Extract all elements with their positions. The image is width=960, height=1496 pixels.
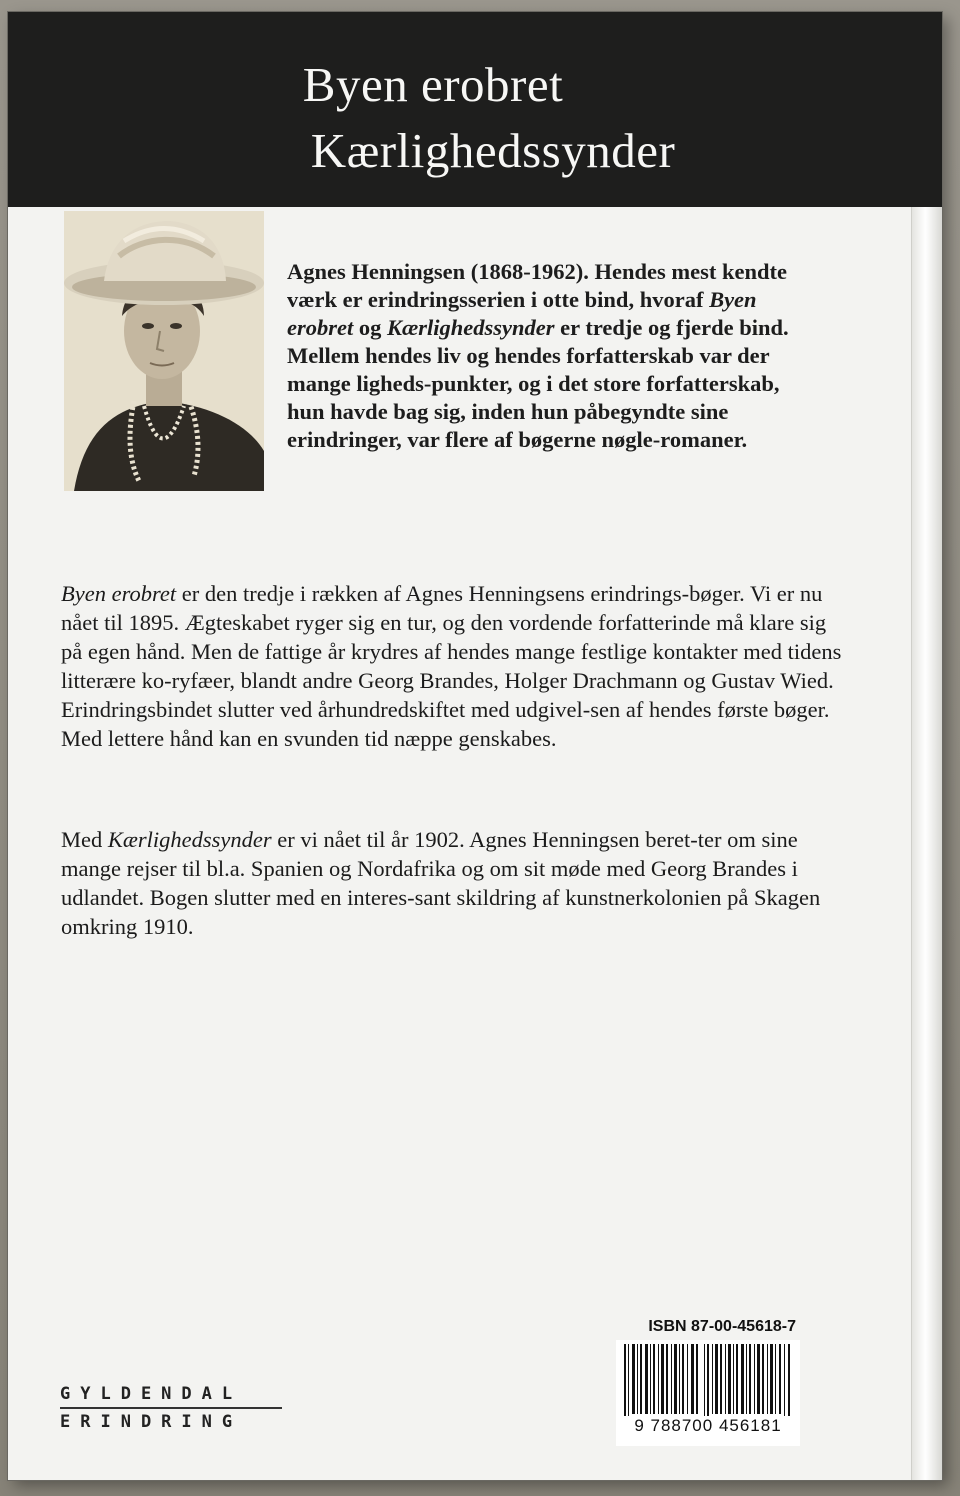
- page-edges: [911, 12, 942, 1480]
- title-band: [8, 12, 942, 207]
- book-back-cover: [8, 12, 942, 1480]
- publisher-name: GYLDENDAL: [60, 1384, 243, 1404]
- cover-subtitle: Kærlighedssynder: [310, 123, 676, 178]
- description-paragraph-1: [61, 579, 851, 753]
- description-paragraph-2: [61, 825, 851, 941]
- bio-lead: Agnes Henningsen (1868-1962). Hendes mest kendte værk er erindringsserien i otte bind, hvoraf: [287, 259, 788, 312]
- author-portrait: [64, 211, 264, 491]
- bio-rest: er tredje og fjerde bind. Mellem hendes liv og hendes forfatterskab var der mange ligheds-punkter, og i det store forfatterskab, hun havde bag sig, inden hun påbegyndte sine erindringer, var flere af bøgerne nøgle-romaner.: [287, 315, 789, 452]
- author-bio: [287, 258, 807, 454]
- publisher-logo: [60, 1384, 290, 1432]
- bio-connector: og: [353, 315, 387, 340]
- p1-text: er den tredje i rækken af Agnes Henningsens erindrings-bøger. Vi er nu nået til 1895. Ægteskabet ryger sig en tur, og den vordende forfatterinde må klare sig på egen hånd. Men de fattige år krydres af hendes mange festlige kontakter med tidens litterære ko-ryfæer, blandt andre Georg Brandes, Holger Drachmann og Gustav Wied. Erindringsbindet slutter ved århundredskiftet med udgivel-sen af hendes første bøger. Med lettere hånd kan en svunden tid næppe genskabes.: [61, 581, 842, 751]
- bio-title-a: Byen erobret: [287, 287, 757, 340]
- p2-title: Kærlighedssynder: [107, 827, 272, 852]
- publisher-rule: [60, 1407, 282, 1409]
- barcode: [616, 1340, 800, 1446]
- p2-text: er vi nået til år 1902. Agnes Henningsen beret-ter om sine mange rejser til bl.a. Spanien og Nordafrika og om sit møde med Georg Brandes i udlandet. Bogen slutter med en interes-sant skildring af kunstnerkolonien på Skagen omkring 1910.: [61, 827, 821, 939]
- bio-title-b: Kærlighedssynder: [387, 315, 555, 340]
- p2-lead: Med: [61, 827, 108, 852]
- barcode-number: 9 788700 456181: [616, 1416, 800, 1436]
- cover-title: Byen erobret: [302, 57, 564, 112]
- isbn-label: ISBN 87-00-45618-7: [648, 1318, 796, 1335]
- p1-title: Byen erobret: [61, 581, 177, 606]
- barcode-bars: [624, 1344, 792, 1420]
- publisher-series: ERINDRING: [60, 1412, 243, 1432]
